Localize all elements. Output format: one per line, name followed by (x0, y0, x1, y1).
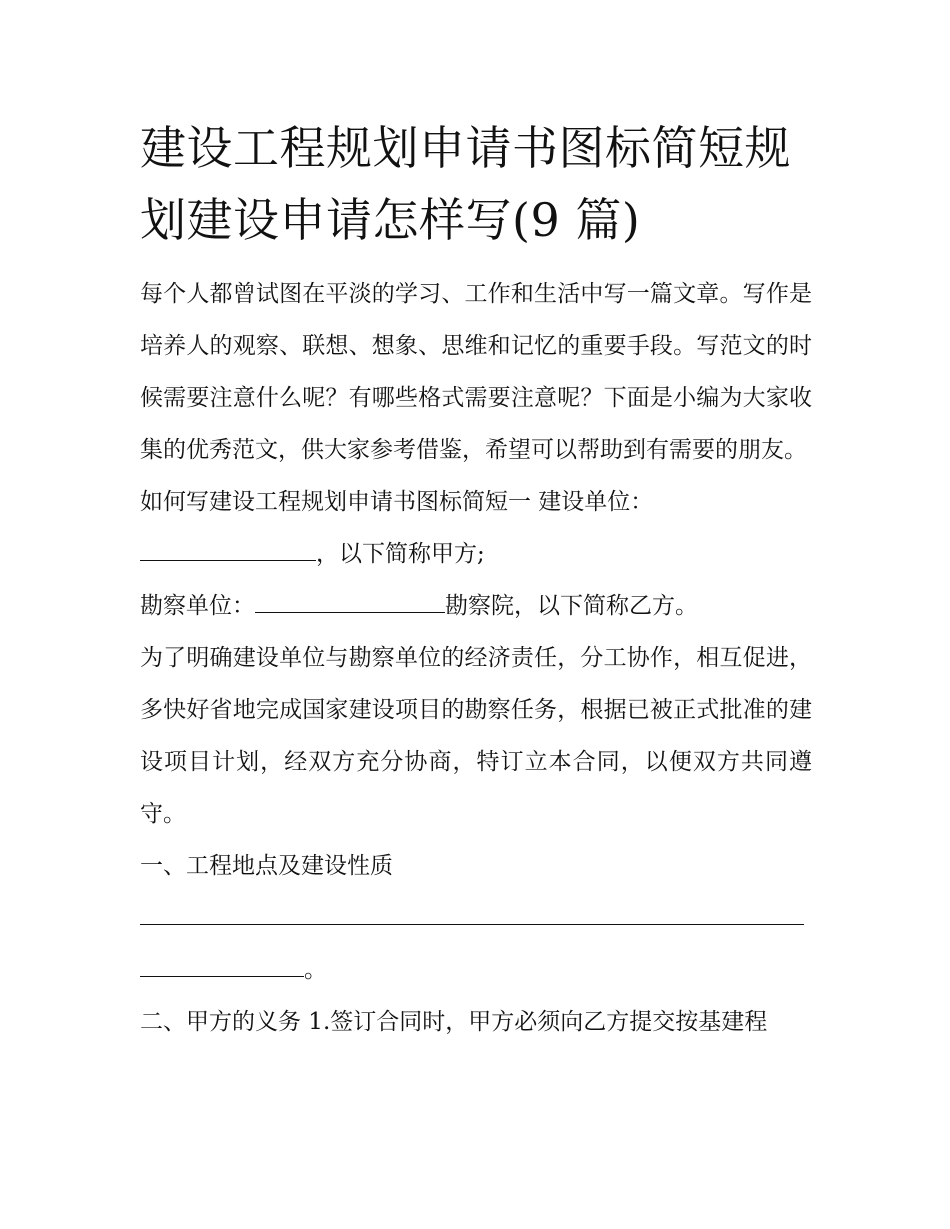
party-b-blank[interactable] (255, 586, 445, 613)
clause-two-text: 二、甲方的义务 1.签订合同时，甲方必须向乙方提交按基建程 (140, 1009, 768, 1035)
intro-paragraph: 每个人都曾试图在平淡的学习、工作和生活中写一篇文章。写作是培养人的观察、联想、想象、思维和记忆的重要手段。写范文的时候需要注意什么呢？有哪些格式需要注意呢？下面是小编为大家收集的优秀范文，供大家参考借鉴，希望可以帮助到有需要的朋友。 (140, 281, 812, 463)
clause-one-blank[interactable] (140, 898, 804, 925)
party-a-blank[interactable] (140, 534, 316, 561)
purpose-paragraph: 为了明确建设单位与勘察单位的经济责任，分工协作，相互促进，多快好省地完成国家建设项目的勘察任务，根据已被正式批准的建设项目计划，经双方充分协商，特订立本合同，以便双方共同遵守。 (140, 645, 812, 827)
party-a-line (140, 528, 812, 580)
party-a-suffix: ，以下简称甲方; (316, 541, 485, 567)
clause-one-tail-line (140, 944, 812, 996)
party-b-label: 勘察单位： (140, 593, 255, 619)
clause-one-blank-line (140, 892, 812, 944)
party-b-line (140, 580, 812, 632)
clause-one-heading: 一、工程地点及建设性质 (140, 853, 393, 879)
party-b-suffix: 勘察院，以下简称乙方。 (445, 593, 698, 619)
document-title: 建设工程规划申请书图标简短规划建设申请怎样写(9 篇) (140, 121, 791, 247)
section-heading: 如何写建设工程规划申请书图标简短一 建设单位： (140, 489, 654, 515)
clause-one-tail-blank[interactable] (140, 950, 304, 977)
document-page (140, 112, 812, 1048)
clause-one-end: 。 (304, 957, 327, 983)
